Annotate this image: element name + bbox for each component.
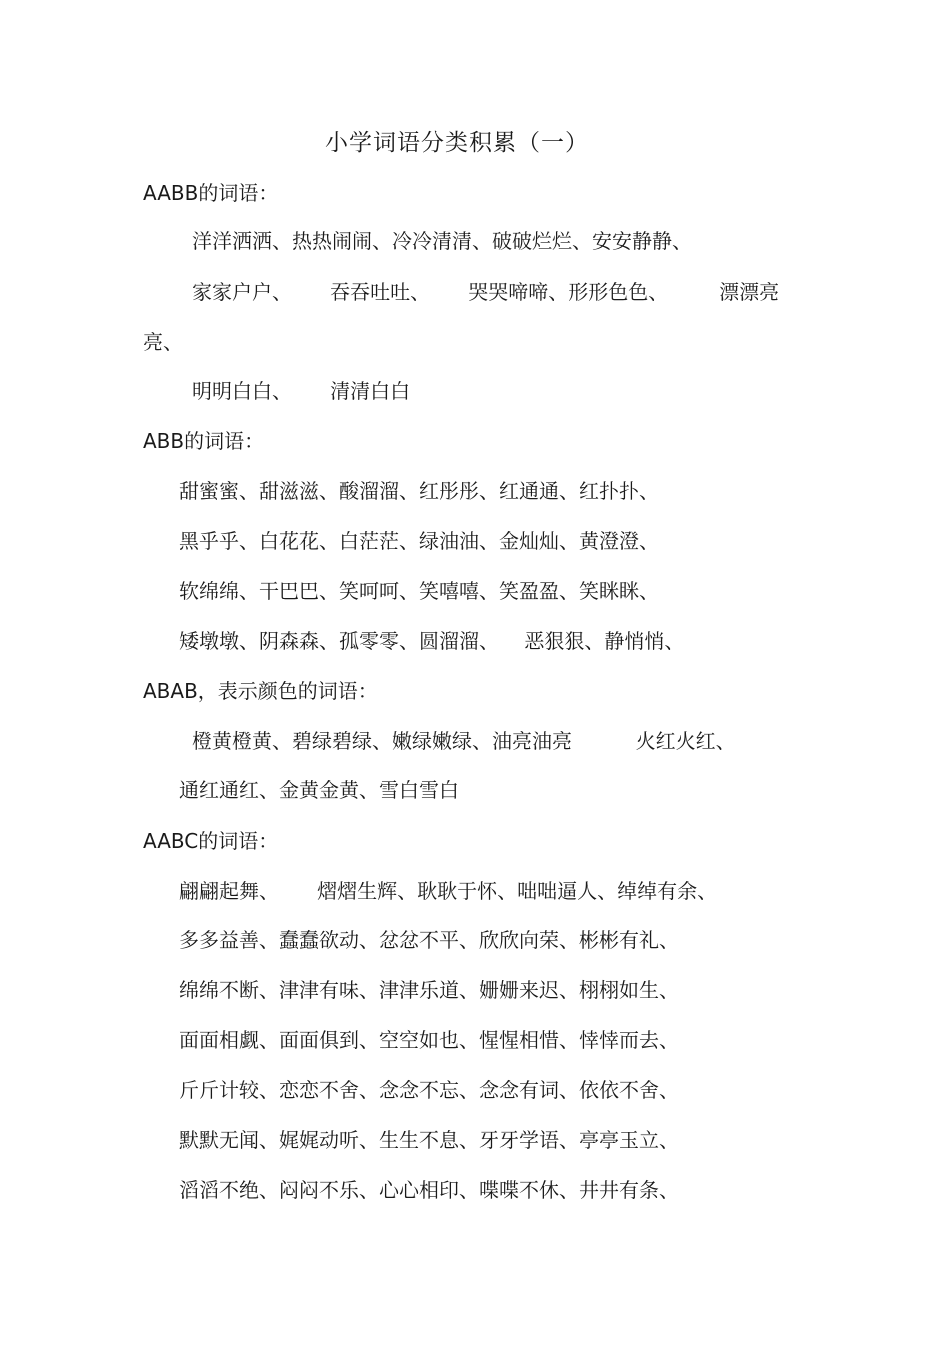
word-line: 斤斤计较、恋恋不舍、念念不忘、念念有词、依依不舍、 [179, 1078, 679, 1102]
word-line: 甜蜜蜜、甜滋滋、酸溜溜、红彤彤、红通通、红扑扑、 [179, 479, 659, 503]
word-line: 通红通红、金黄金黄、雪白雪白 [179, 778, 459, 802]
title-text: 小学词语分类积累（一） [325, 130, 589, 156]
word-line: 滔滔不绝、闷闷不乐、心心相印、喋喋不休、井井有条、 [179, 1178, 679, 1202]
word-line: 矮墩墩、阴森森、孤零零、圆溜溜、 恶狠狠、静悄悄、 [179, 629, 685, 653]
word-line: 面面相觑、面面俱到、空空如也、惺惺相惜、悻悻而去、 [179, 1028, 679, 1052]
section-heading-abab: ABAB，表示颜色的词语： [143, 679, 378, 703]
word-line: 黑乎乎、白花花、白茫茫、绿油油、金灿灿、黄澄澄、 [179, 529, 659, 553]
section-heading-aabc: AABC的词语： [143, 829, 279, 853]
word-line: 绵绵不断、津津有味、津津乐道、姗姗来迟、栩栩如生、 [179, 978, 679, 1002]
word-line: 亮、 [143, 330, 183, 354]
word-line: 默默无闻、娓娓动听、生生不息、牙牙学语、亭亭玉立、 [179, 1128, 679, 1152]
page-title [0, 124, 950, 157]
word-line: 明明白白、 清清白白 [192, 379, 411, 403]
section-heading-aabb: AABB的词语： [143, 181, 279, 205]
word-line: 翩翩起舞、 熠熠生辉、耿耿于怀、咄咄逼人、绰绰有余、 [179, 879, 718, 903]
word-line: 软绵绵、干巴巴、笑呵呵、笑嘻嘻、笑盈盈、笑眯眯、 [179, 579, 659, 603]
section-heading-abb: ABB的词语： [143, 429, 265, 453]
word-line: 家家户户、 吞吞吐吐、 哭哭啼啼、形形色色、 漂漂亮 [192, 280, 780, 304]
word-line: 橙黄橙黄、碧绿碧绿、嫩绿嫩绿、油亮油亮 火红火红、 [192, 729, 736, 753]
word-line: 多多益善、蠢蠢欲动、忿忿不平、欣欣向荣、彬彬有礼、 [179, 928, 679, 952]
word-line: 洋洋洒洒、热热闹闹、冷冷清清、破破烂烂、安安静静、 [192, 229, 692, 253]
